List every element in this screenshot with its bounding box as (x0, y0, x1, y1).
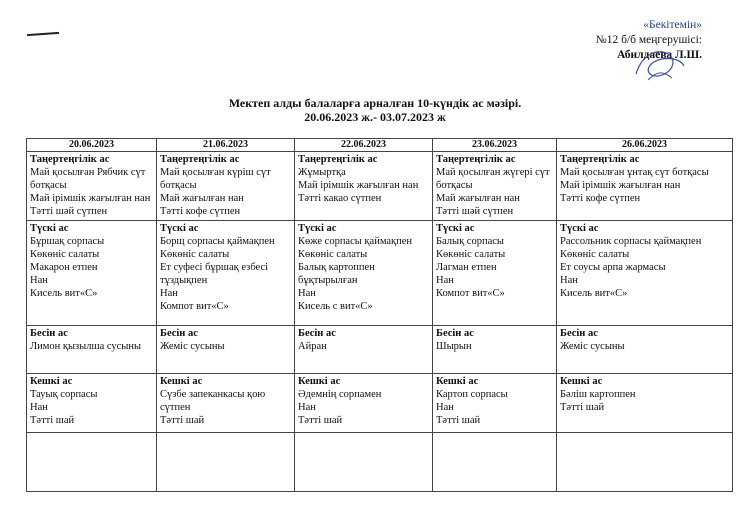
meal-label: Түскі ас (298, 223, 337, 234)
date-header: 21.06.2023 (157, 139, 295, 152)
dish-item: Лимон қызылша сусыны (30, 341, 142, 352)
dish-item: Май жағылған нан (436, 193, 520, 204)
date-header: 23.06.2023 (433, 139, 557, 152)
meal-row (27, 152, 733, 221)
dish-item: Көкөніс салаты (30, 249, 100, 260)
dish-item: Айран (298, 341, 327, 352)
dish-item: Май жағылған нан (160, 193, 244, 204)
dish-item: Компот вит«С» (160, 301, 229, 312)
empty-cell (295, 433, 433, 492)
meal-label: Бесін ас (298, 328, 336, 339)
dish-item: Тәтті шәй сүтпен (436, 206, 514, 217)
menu-cell (27, 221, 157, 326)
dish-item: Май қосылған Рябчик сүт ботқасы (30, 167, 146, 191)
dish-item: Тәтті шай (436, 415, 481, 426)
dish-item: Кисель с вит«С» (298, 301, 373, 312)
meal-label: Бесін ас (160, 328, 198, 339)
meal-label: Түскі ас (560, 223, 599, 234)
dish-item: Компот вит«С» (436, 288, 505, 299)
dish-item: Кисель вит«С» (560, 288, 628, 299)
meal-label: Таңертеңгілік ас (298, 154, 378, 165)
dish-item: Жеміс сусыны (160, 341, 225, 352)
meal-label: Бесін ас (436, 328, 474, 339)
dish-item: Рассольник сорпасы қаймақпен (560, 236, 702, 247)
dish-item: Макарон етпен (30, 262, 98, 273)
dish-item: Тәтті шай (298, 415, 343, 426)
dish-item: Нан (298, 402, 316, 413)
meal-label: Түскі ас (160, 223, 199, 234)
dish-item: Нан (436, 275, 454, 286)
date-header: 22.06.2023 (295, 139, 433, 152)
meal-row (27, 221, 733, 326)
dish-item: Нан (298, 288, 316, 299)
menu-cell (557, 221, 733, 326)
approval-position: №12 б/б меңгерушісі: (595, 34, 702, 46)
dish-item: Ет суфесі бұршақ езбесі тұздықпен (160, 262, 269, 286)
date-header-row (27, 139, 733, 152)
dish-item: Нан (30, 402, 48, 413)
dish-item: Май қосылған ұнтақ сүт ботқасы (560, 167, 709, 178)
menu-cell (295, 221, 433, 326)
dish-item: Көкөніс салаты (560, 249, 630, 260)
dish-item: Көже сорпасы қаймақпен (298, 236, 413, 247)
meal-label: Бесін ас (560, 328, 598, 339)
meal-row (27, 374, 733, 433)
menu-cell (27, 374, 157, 433)
empty-cell (157, 433, 295, 492)
dish-item: Көкөніс салаты (160, 249, 230, 260)
dish-item: Картоп сорпасы (436, 389, 508, 400)
title-line-1: Мектеп алды балаларға арналған 10-күндік ас мәзірі. (228, 96, 522, 110)
approval-name: Абилдаева Л.Ш. (616, 49, 702, 61)
menu-cell (295, 326, 433, 374)
meal-label: Бесін ас (30, 328, 68, 339)
menu-cell (557, 374, 733, 433)
dish-item: Балық картоппен бұқтырылған (298, 262, 375, 286)
date-header: 20.06.2023 (27, 139, 157, 152)
dish-item: Тәтті шай (560, 402, 605, 413)
dish-item: Лагман етпен (436, 262, 497, 273)
dish-item: Балық сорпасы (436, 236, 504, 247)
title-line-2: 20.06.2023 ж.- 03.07.2023 ж (304, 110, 446, 124)
dish-item: Сүзбе запеканкасы қою сүтпен (160, 389, 266, 413)
dish-item: Әдемнің сорпамен (298, 389, 382, 400)
menu-cell (433, 221, 557, 326)
approval-heading: «Бекітемін» (643, 19, 702, 31)
meal-label: Кешкі ас (436, 376, 479, 387)
empty-cell (27, 433, 157, 492)
dish-item: Май қосылған жүгері сүт ботқасы (436, 167, 550, 191)
dish-item: Шырын (436, 341, 472, 352)
menu-cell (433, 374, 557, 433)
dish-item: Нан (160, 288, 178, 299)
meal-label: Кешкі ас (560, 376, 603, 387)
date-header: 26.06.2023 (557, 139, 733, 152)
menu-table (26, 138, 733, 492)
meal-label: Таңертеңгілік ас (160, 154, 240, 165)
menu-cell (557, 152, 733, 221)
meal-label: Таңертеңгілік ас (436, 154, 516, 165)
empty-cell (433, 433, 557, 492)
dish-item: Борщ сорпасы қаймақпен (160, 236, 275, 247)
menu-cell (157, 326, 295, 374)
meal-label: Кешкі ас (298, 376, 341, 387)
meal-label: Таңертеңгілік ас (30, 154, 110, 165)
dish-item: Тәтті шай (30, 415, 75, 426)
menu-cell (295, 374, 433, 433)
dish-item: Тәтті шай (160, 415, 205, 426)
menu-cell (557, 326, 733, 374)
dish-item: Нан (30, 275, 48, 286)
empty-row (27, 433, 733, 492)
dish-item: Тәтті кофе сүтпен (560, 193, 641, 204)
dish-item: Кисель вит«С» (30, 288, 98, 299)
dish-item: Жеміс сусыны (560, 341, 625, 352)
menu-cell (27, 152, 157, 221)
dish-item: Нан (436, 402, 454, 413)
meal-label: Таңертеңгілік ас (560, 154, 640, 165)
meal-label: Кешкі ас (160, 376, 203, 387)
menu-cell (157, 221, 295, 326)
meal-row (27, 326, 733, 374)
meal-label: Кешкі ас (30, 376, 73, 387)
menu-cell (157, 152, 295, 221)
dish-item: Тәтті кофе сүтпен (160, 206, 241, 217)
dish-item: Май қосылған күріш сүт ботқасы (160, 167, 271, 191)
dish-item: Тауық сорпасы (30, 389, 98, 400)
menu-cell (295, 152, 433, 221)
dish-item: Тәтті какао сүтпен (298, 193, 382, 204)
dish-item: Ет соусы арпа жармасы (560, 262, 666, 273)
menu-cell (433, 326, 557, 374)
dish-item: Бұршақ сорпасы (30, 236, 105, 247)
menu-cell (27, 326, 157, 374)
dish-item: Тәтті шәй сүтпен (30, 206, 108, 217)
dish-item: Көкөніс салаты (436, 249, 506, 260)
dish-item: Май ірімшік жағылған нан (298, 180, 419, 191)
dish-item: Май ірімшік жағылған нан (30, 193, 151, 204)
dish-item: Нан (560, 275, 578, 286)
dish-item: Жұмыртқа (298, 167, 346, 178)
dish-item: Май ірімшік жағылған нан (560, 180, 681, 191)
meal-label: Түскі ас (436, 223, 475, 234)
dish-item: Көкөніс салаты (298, 249, 368, 260)
empty-cell (557, 433, 733, 492)
meal-label: Түскі ас (30, 223, 69, 234)
menu-cell (433, 152, 557, 221)
signature-icon (628, 44, 688, 86)
dish-item: Бәліш картоппен (560, 389, 636, 400)
handwritten-dash (27, 32, 59, 36)
document-title (0, 96, 750, 124)
menu-cell (157, 374, 295, 433)
